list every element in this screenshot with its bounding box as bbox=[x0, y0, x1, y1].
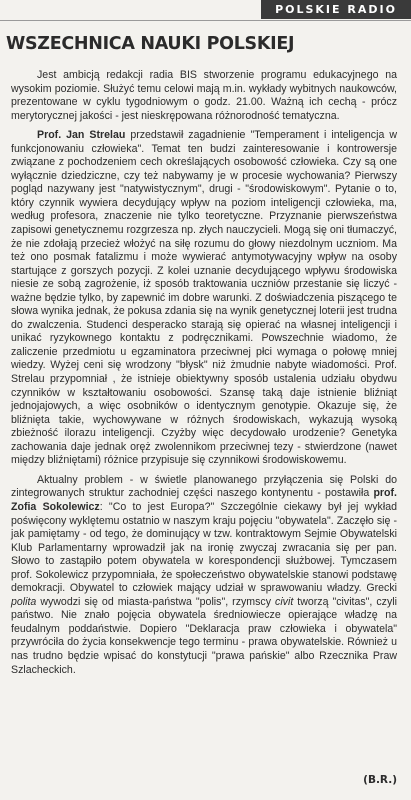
header-divider bbox=[0, 20, 411, 21]
section-label: POLSKIE RADIO bbox=[261, 0, 411, 19]
term-civit: civit bbox=[275, 595, 294, 608]
sokolewicz-paragraph-text-2: wywodzi się od miasta-państwa "polis", rzymscy bbox=[36, 595, 276, 608]
strelau-paragraph-text: przedstawił zagadnienie "Temperament i inteligencja w funkcjonowaniu człowieka". Temat ten budzi zainteresowanie i kontrowersje związane z pochodzeniem cech określających osobowość człowieka. Czy są one wyłącznie dziedziczne, czy też nabywamy je w procesie wychowania? Pierwszy pogląd nazywany jest "natywistycznym", drugi - "środowiskowym". Pytanie o to, który czynnik wywiera decydujący wpływ na poziom inteligencji człowieka, ma, według profesora, znaczenie nie tylko teoretyczne. Przyznanie pierwszeństwa zapisowi genetycznemu rozgrzesza np. złych nauczycieli. Mogą się oni tłumaczyć, że nie zdołają przecież włożyć na siłę rozumu do głowy niezdolnym uczniom. Ma też ono posmak fatalizmu i może wywierać antymotywacyjny wpływ na osoby startujące z gorszych pozycji. Z kolei uznanie decydującego wpływu środowiska niesie ze sobą zagrożenie, iż sposób traktowania uczniów przestanie się liczyć - ważne będzie tylko, by zapewnić im dobre warunki. Z doświadczenia piszącego te słowa wynika jednak, że pokusa zdania się na wynik genetycznej loterii jest trudna do zwalczenia. Studenci desperacko starają się opierać na własnej inteligencji i unikać ryzykownego kontaktu z podręcznikami. Powszechnie wiadomo, że zaliczenie przedmiotu u egzaminatora przeciwnej płci wymaga o połowę mniej wiedzy. Wyżej ceni się wrodzony "błysk" niż żmudnie nabyte wiadomości. Prof. Strelau przypomniał , że istnieje obiektywny sposób ustalenia udziału obydwu czynników w kształtowaniu osobowości. Szansę taką daje istnienie bliźniąt jednojajowych, a więc osobników o identycznym genotypie. Okazuje się, że bliźnięta takie, wychowywane w różnych środowiskach, wykazują wysoką zbieżność ilorazu inteligencji. Czyżby więc decydowało urodzenie? Genetyka zachowania daje jednak oręż zwolennikom przeciwnej tezy - stwierdzone (nawet między bliźniętami) różnice przypisuje się czynnikowi środowiskowemu. bbox=[11, 129, 397, 467]
sokolewicz-paragraph bbox=[11, 474, 397, 677]
intro-paragraph: Jest ambicją redakcji radia BIS stworzenie programu edukacyjnego na wysokim poziomie. Służyć temu celowi mają m.in. wykłady wybitnych naukowców, prezentowane w cyklu tygodniowym o godz. 21.00. Ważną ich cechą - prócz merytorycznej jakości - jest nieskrępowana różnorodność tematyczna. bbox=[11, 69, 397, 122]
article-body bbox=[11, 69, 397, 677]
author-signature: (B.R.) bbox=[363, 774, 397, 786]
page-header bbox=[0, 0, 411, 18]
strelau-paragraph bbox=[11, 129, 397, 468]
sokolewicz-paragraph-text: : "Co to jest Europa?" Szczególnie ciekawy był jej wykład poświęcony wyklętemu ostatnio w naszym kraju pojęciu "obywatela". Zaczęło się - jak pamiętamy - od tego, że dominujący w tzw. kontraktowym Sejmie Obywatelski Klub Parlamentarny wprowadził jak na ironię zwyczaj zwracania się per pan. Słowo to zastąpiło potem obywatela w korespondencji służbowej. Tymczasem prof. Sokolewicz przypomniała, że społeczeństwo obywatelskie stanowi podstawę demokracji. Obywatel to człowiek mający udział w sprawowaniu władzy. Grecki bbox=[11, 500, 397, 595]
term-polita: polita bbox=[11, 595, 37, 608]
article-title: WSZECHNICA NAUKI POLSKIEJ bbox=[6, 34, 295, 54]
speaker-name-strelau: Prof. Jan Strelau bbox=[37, 129, 126, 142]
sokolewicz-paragraph-text-3: tworzą "civitas", czyli państwo. Nie znało pojęcia obywatela średniowiecze opierające władzę na feudalnym poddaństwie. Dopiero "Deklaracja praw człowieka i obywatela" przywróciła do życia konsekwencje tego terminu - prawa obywatelskie. Również u nas trudno będzie wpisać do konstytucji "prawa pańskie" albo Rzecznika Praw Szlacheckich. bbox=[11, 595, 397, 676]
sokolewicz-paragraph-lead: Aktualny problem - w świetle planowanego przyłączenia się Polski do zintegrowanych struktur zachodniej części naszego kontynentu - postawiła bbox=[11, 473, 397, 500]
speaker-name-sokolewicz: prof. Zofia Sokolewicz bbox=[11, 487, 397, 513]
